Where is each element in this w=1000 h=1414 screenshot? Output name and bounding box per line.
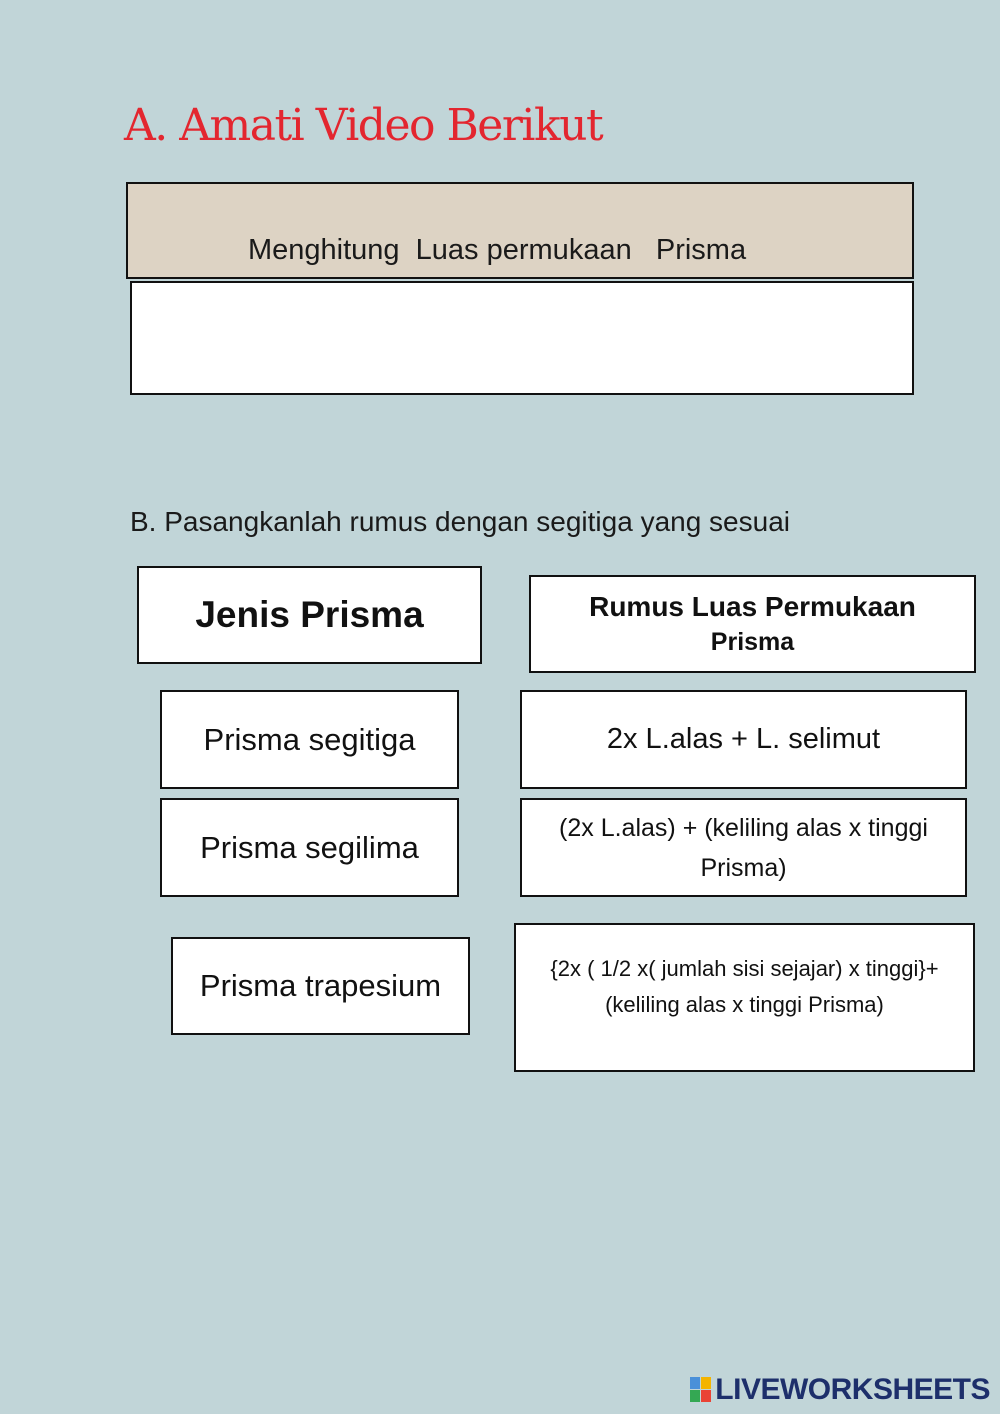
jenis-card-segitiga[interactable]: Prisma segitiga xyxy=(160,690,459,789)
section-a-title: A. Amati Video Berikut xyxy=(124,100,603,151)
header-rumus-luas xyxy=(529,575,976,673)
liveworksheets-logo-icon xyxy=(690,1377,709,1403)
rumus-card-1[interactable]: 2x L.alas + L. selimut xyxy=(520,690,967,789)
video-title-bar xyxy=(126,182,914,279)
liveworksheets-logo[interactable] xyxy=(690,1372,990,1408)
jenis-card-trapesium[interactable]: Prisma trapesium xyxy=(171,937,470,1035)
header-rumus-line1: Rumus Luas Permukaan xyxy=(589,591,916,623)
jenis-card-segilima[interactable]: Prisma segilima xyxy=(160,798,459,897)
header-jenis-prisma: Jenis Prisma xyxy=(137,566,482,664)
section-b-title: B. Pasangkanlah rumus dengan segitiga yang sesuai xyxy=(130,506,790,537)
video-player-area[interactable] xyxy=(130,281,914,395)
video-title: Menghitung Luas permukaan Prisma xyxy=(248,234,747,266)
header-rumus-line2: Prisma xyxy=(710,628,795,657)
rumus-card-3[interactable]: {2x ( 1/2 x( jumlah sisi sejajar) x tinggi}+ (keliling alas x tinggi Prisma) xyxy=(514,923,975,1072)
logo-text: LIVEWORKSHEETS xyxy=(715,1373,990,1406)
rumus-card-2[interactable]: (2x L.alas) + (keliling alas x tinggi Prisma) xyxy=(520,798,967,897)
